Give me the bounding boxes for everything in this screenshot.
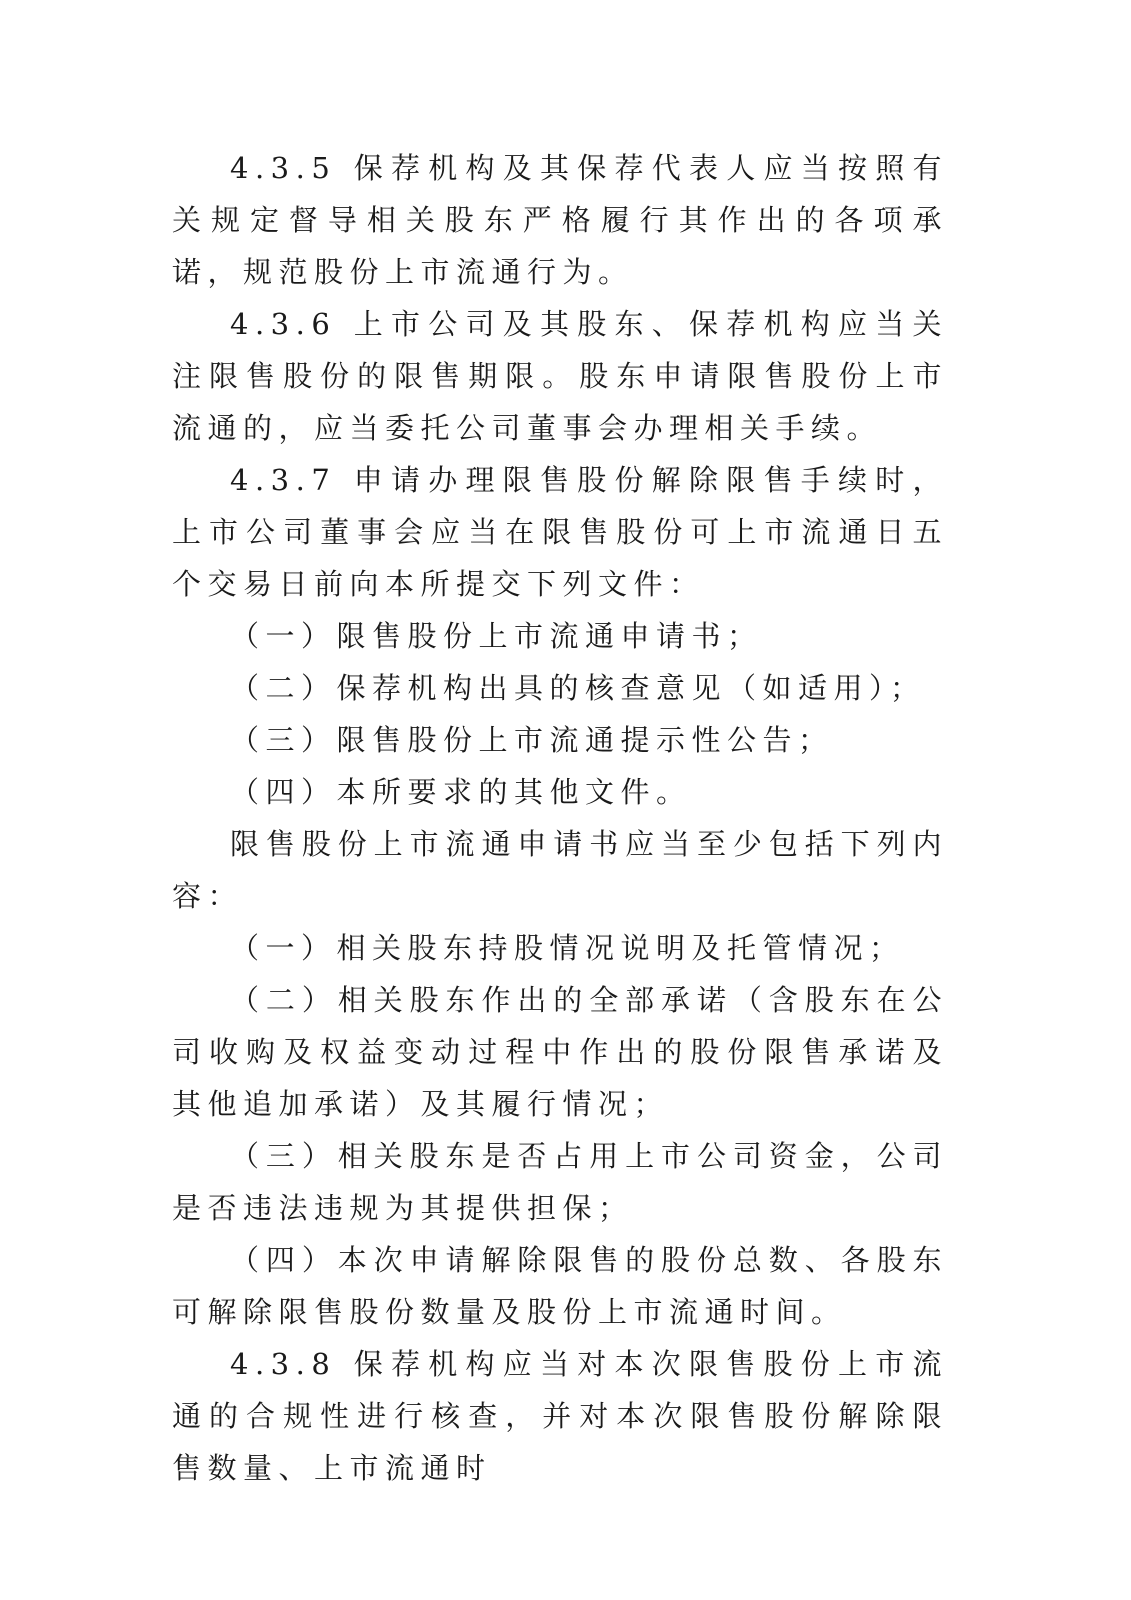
document-list-item-1: （一）限售股份上市流通申请书； xyxy=(230,619,763,653)
content-list-item-4: （四）本次申请解除限售的股份总数、各股东可解除限售股份数量及股份上市流通时间。 xyxy=(172,1243,948,1329)
clause-4-3-8: 4.3.8 保荐机构应当对本次限售股份上市流通的合规性进行核查，并对本次限售股份解除限售数量、上市流通时 xyxy=(172,1347,948,1485)
content-list-item-3: （三）相关股东是否占用上市公司资金，公司是否违法违规为其提供担保； xyxy=(172,1139,948,1225)
clause-4-3-5: 4.3.5 保荐机构及其保荐代表人应当按照有关规定督导相关股东严格履行其作出的各项承诺，规范股份上市流通行为。 xyxy=(172,151,948,289)
document-list-item-3: （三）限售股份上市流通提示性公告； xyxy=(230,723,834,757)
clause-4-3-7: 4.3.7 申请办理限售股份解除限售手续时，上市公司董事会应当在限售股份可上市流通日五个交易日前向本所提交下列文件： xyxy=(172,463,948,601)
document-list-item-4: （四）本所要求的其他文件。 xyxy=(230,775,692,809)
document-list-item-2: （二）保荐机构出具的核查意见（如适用）； xyxy=(230,671,926,705)
content-list-item-2: （二）相关股东作出的全部承诺（含股东在公司收购及权益变动过程中作出的股份限售承诺及其他追加承诺）及其履行情况； xyxy=(172,983,948,1121)
content-list-item-1: （一）相关股东持股情况说明及托管情况； xyxy=(230,931,905,965)
document-body xyxy=(172,142,948,1494)
application-content-intro: 限售股份上市流通申请书应当至少包括下列内容： xyxy=(172,827,948,913)
clause-4-3-6: 4.3.6 上市公司及其股东、保荐机构应当关注限售股份的限售期限。股东申请限售股份上市流通的，应当委托公司董事会办理相关手续。 xyxy=(172,307,948,445)
